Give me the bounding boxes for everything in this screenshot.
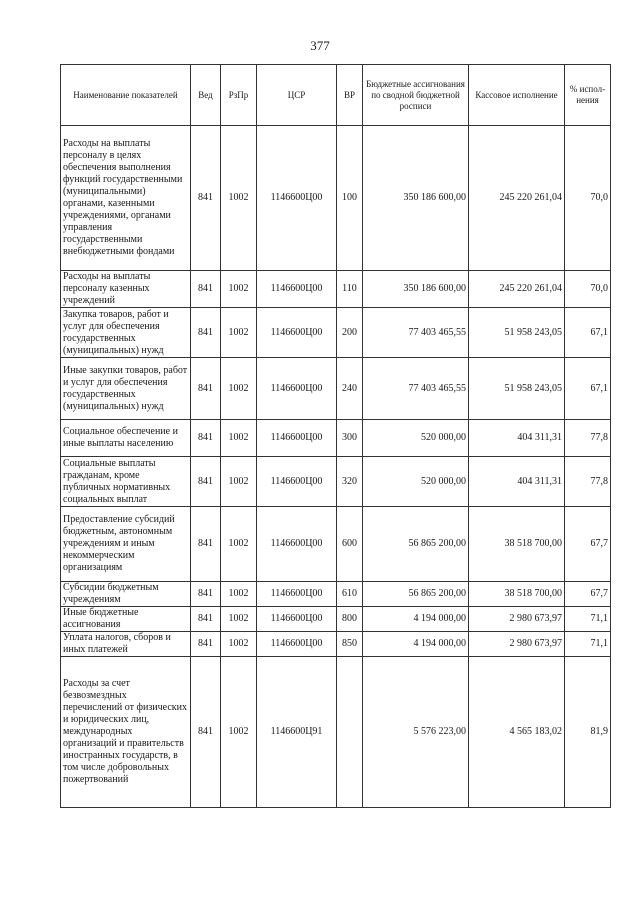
row-csr: 1146600Ц00 <box>257 507 337 582</box>
row-cash: 245 220 261,04 <box>469 126 565 271</box>
row-name: Уплата налогов, сборов и иных платежей <box>61 632 191 657</box>
header-percent: % испол-нения <box>565 65 611 126</box>
row-vr: 100 <box>337 126 363 271</box>
row-name: Расходы за счет безвозмездных перечислений от физических и юридических лиц, международных организаций и правительств иностранных государств, в том числе добровольных пожертвований <box>61 657 191 808</box>
row-ved: 841 <box>191 507 221 582</box>
row-name: Субсидии бюджетным учреждениям <box>61 582 191 607</box>
row-budget: 520 000,00 <box>363 420 469 457</box>
header-rzpr: РзПр <box>221 65 257 126</box>
row-ved: 841 <box>191 582 221 607</box>
row-percent: 67,1 <box>565 308 611 358</box>
table-row <box>61 457 611 507</box>
table-row <box>61 420 611 457</box>
row-ved: 841 <box>191 457 221 507</box>
row-cash: 2 980 673,97 <box>469 607 565 632</box>
row-cash: 51 958 243,05 <box>469 308 565 358</box>
row-budget: 4 194 000,00 <box>363 632 469 657</box>
row-percent: 67,7 <box>565 507 611 582</box>
row-rzpr: 1002 <box>221 271 257 308</box>
table-row <box>61 308 611 358</box>
row-percent: 67,1 <box>565 358 611 420</box>
row-budget: 4 194 000,00 <box>363 607 469 632</box>
row-name: Предоставление субсидий бюджетным, автономным учреждениям и иным некоммерческим организациям <box>61 507 191 582</box>
row-budget: 56 865 200,00 <box>363 582 469 607</box>
row-cash: 2 980 673,97 <box>469 632 565 657</box>
row-cash: 38 518 700,00 <box>469 507 565 582</box>
row-rzpr: 1002 <box>221 420 257 457</box>
header-csr: ЦСР <box>257 65 337 126</box>
row-name: Закупка товаров, работ и услуг для обеспечения государственных (муниципальных) нужд <box>61 308 191 358</box>
row-budget: 350 186 600,00 <box>363 126 469 271</box>
table-row <box>61 507 611 582</box>
row-percent: 67,7 <box>565 582 611 607</box>
row-csr: 1146600Ц00 <box>257 358 337 420</box>
row-csr: 1146600Ц00 <box>257 607 337 632</box>
row-csr: 1146600Ц00 <box>257 420 337 457</box>
row-cash: 4 565 183,02 <box>469 657 565 808</box>
row-rzpr: 1002 <box>221 632 257 657</box>
row-vr: 300 <box>337 420 363 457</box>
row-rzpr: 1002 <box>221 607 257 632</box>
row-vr: 600 <box>337 507 363 582</box>
row-ved: 841 <box>191 657 221 808</box>
row-ved: 841 <box>191 271 221 308</box>
row-cash: 404 311,31 <box>469 420 565 457</box>
header-cash: Кассовое исполнение <box>469 65 565 126</box>
row-rzpr: 1002 <box>221 308 257 358</box>
header-vr: ВР <box>337 65 363 126</box>
table-row <box>61 632 611 657</box>
row-percent: 70,0 <box>565 126 611 271</box>
row-ved: 841 <box>191 607 221 632</box>
row-rzpr: 1002 <box>221 126 257 271</box>
table-row <box>61 607 611 632</box>
row-csr: 1146600Ц91 <box>257 657 337 808</box>
table-row <box>61 358 611 420</box>
row-csr: 1146600Ц00 <box>257 582 337 607</box>
row-cash: 245 220 261,04 <box>469 271 565 308</box>
row-cash: 404 311,31 <box>469 457 565 507</box>
row-ved: 841 <box>191 126 221 271</box>
row-name: Иные бюджетные ассигнования <box>61 607 191 632</box>
row-vr: 240 <box>337 358 363 420</box>
header-name: Наименование показателей <box>61 65 191 126</box>
row-vr: 850 <box>337 632 363 657</box>
row-ved: 841 <box>191 632 221 657</box>
table-row <box>61 582 611 607</box>
row-name: Расходы на выплаты персоналу казенных учреждений <box>61 271 191 308</box>
row-ved: 841 <box>191 420 221 457</box>
row-percent: 71,1 <box>565 607 611 632</box>
table-row <box>61 271 611 308</box>
row-budget: 520 000,00 <box>363 457 469 507</box>
row-name: Расходы на выплаты персоналу в целях обеспечения выполнения функций государственными (муниципальными) органами, казенными учреждениями, органами управления государственными внебюджетными фондами <box>61 126 191 271</box>
row-rzpr: 1002 <box>221 358 257 420</box>
page-number: 377 <box>310 38 330 53</box>
row-percent: 77,8 <box>565 420 611 457</box>
table-row <box>61 657 611 808</box>
row-csr: 1146600Ц00 <box>257 632 337 657</box>
row-budget: 77 403 465,55 <box>363 358 469 420</box>
row-percent: 77,8 <box>565 457 611 507</box>
row-vr: 200 <box>337 308 363 358</box>
row-percent: 81,9 <box>565 657 611 808</box>
row-rzpr: 1002 <box>221 582 257 607</box>
row-vr: 800 <box>337 607 363 632</box>
row-cash: 51 958 243,05 <box>469 358 565 420</box>
row-rzpr: 1002 <box>221 457 257 507</box>
header-budget: Бюджетные ассигнования по сводной бюджетной росписи <box>363 65 469 126</box>
row-name: Иные закупки товаров, работ и услуг для обеспечения государственных (муниципальных) нужд <box>61 358 191 420</box>
row-csr: 1146600Ц00 <box>257 126 337 271</box>
row-vr <box>337 657 363 808</box>
row-rzpr: 1002 <box>221 657 257 808</box>
row-percent: 70,0 <box>565 271 611 308</box>
table-row <box>61 126 611 271</box>
row-budget: 350 186 600,00 <box>363 271 469 308</box>
row-name: Социальные выплаты гражданам, кроме публичных нормативных социальных выплат <box>61 457 191 507</box>
row-budget: 5 576 223,00 <box>363 657 469 808</box>
row-ved: 841 <box>191 308 221 358</box>
row-name: Социальное обеспечение и иные выплаты населению <box>61 420 191 457</box>
row-csr: 1146600Ц00 <box>257 308 337 358</box>
table-header-row <box>61 65 611 126</box>
row-percent: 71,1 <box>565 632 611 657</box>
row-vr: 320 <box>337 457 363 507</box>
row-vr: 110 <box>337 271 363 308</box>
row-ved: 841 <box>191 358 221 420</box>
row-csr: 1146600Ц00 <box>257 271 337 308</box>
row-csr: 1146600Ц00 <box>257 457 337 507</box>
row-budget: 77 403 465,55 <box>363 308 469 358</box>
budget-execution-table <box>60 64 611 808</box>
row-cash: 38 518 700,00 <box>469 582 565 607</box>
header-ved: Вед <box>191 65 221 126</box>
row-budget: 56 865 200,00 <box>363 507 469 582</box>
row-vr: 610 <box>337 582 363 607</box>
row-rzpr: 1002 <box>221 507 257 582</box>
